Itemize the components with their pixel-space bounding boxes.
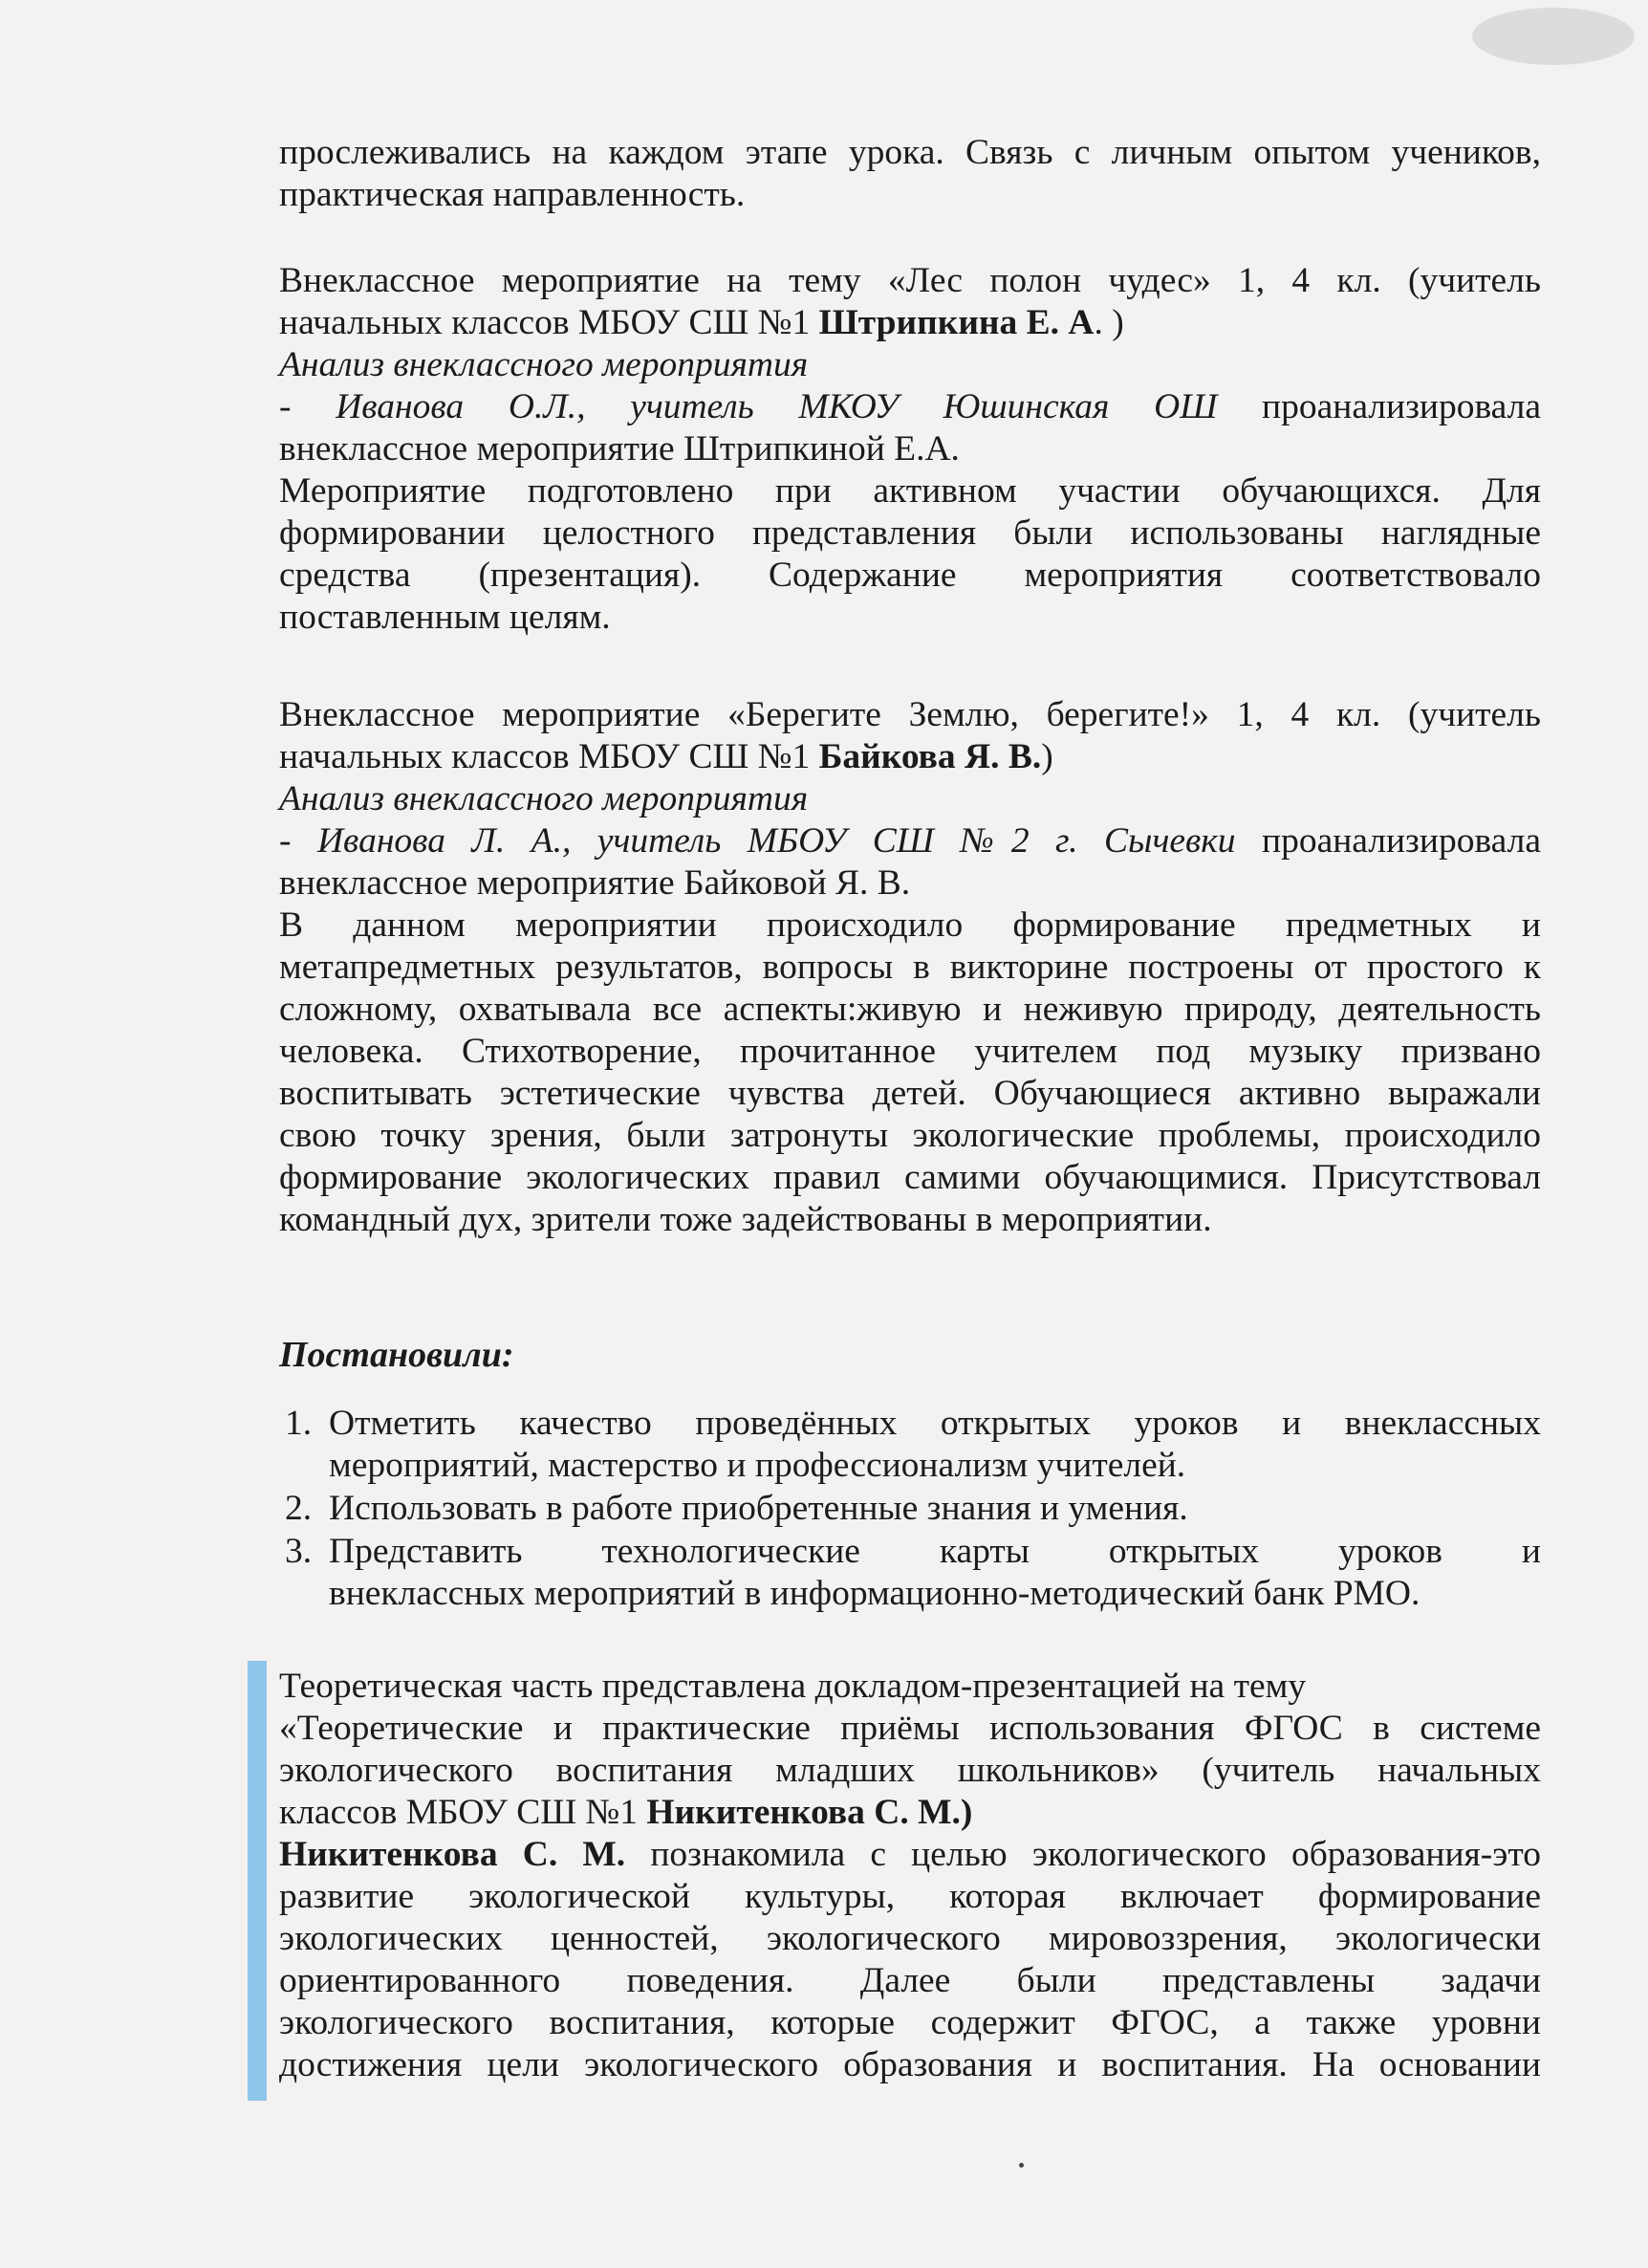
list-number: 1. — [285, 1404, 313, 1443]
text-line: В данном мероприятии происходило формирование предметных и — [279, 905, 1541, 945]
text-line: Теоретическая часть представлена докладом-презентацией на тему — [279, 1667, 1307, 1706]
text-line: Представить технологические карты открытых уроков и — [329, 1532, 1541, 1571]
event-title-line: Внеклассное мероприятие «Берегите Землю, берегите!» 1, 4 кл. (учитель — [279, 695, 1541, 734]
event-block-forest — [279, 260, 1541, 639]
text-line: внеклассных мероприятий в информационно-методический банк РМО. — [329, 1574, 1420, 1613]
teacher-name: Никитенкова С. М. — [279, 1835, 626, 1874]
teacher-name: Никитенкова С. М.) — [646, 1793, 973, 1832]
text-line: формировании целостного представления были использованы наглядные — [279, 513, 1541, 553]
text-line: экологических ценностей, экологического мировоззрения, экологически — [279, 1919, 1541, 1958]
list-number: 2. — [285, 1489, 313, 1528]
text-line: воспитывать эстетические чувства детей. Обучающиеся активно выражали — [279, 1074, 1541, 1113]
text-line: средства (презентация). Содержание мероприятия соответствовало — [279, 556, 1541, 595]
text-line: мероприятий, мастерство и профессионализм учителей. — [329, 1446, 1186, 1485]
text-line: развитие экологической культуры, которая включает формирование — [279, 1877, 1541, 1916]
text-line: сложному, охватывала все аспекты:живую и неживую природу, деятельность — [279, 990, 1541, 1029]
text-line: экологического воспитания, которые содержит ФГОС, а также уровни — [279, 2003, 1541, 2042]
event-title-line: начальных классов МБОУ СШ №1 Байкова Я. В.) — [279, 737, 1053, 776]
theory-block — [279, 1666, 1541, 2086]
list-item — [285, 1488, 1541, 1530]
resolution-heading — [279, 1334, 1541, 1376]
analysis-heading: Анализ внеклассного мероприятия — [279, 345, 809, 384]
text-line: Отметить качество проведённых открытых уроков и внеклассных — [329, 1404, 1541, 1443]
text-line: метапредметных результатов, вопросы в викторине построены от простого к — [279, 948, 1541, 987]
text-line: Использовать в работе приобретенные знания и умения. — [329, 1489, 1188, 1528]
scan-smudge — [1472, 8, 1635, 65]
highlighter-mark — [248, 1661, 267, 2101]
text-line: практическая направленность. — [279, 175, 746, 214]
text-line: экологического воспитания младших школьников» (учитель начальных — [279, 1751, 1541, 1790]
text-line: внеклассное мероприятие Байковой Я. В. — [279, 863, 911, 903]
reviewer-line: - Иванова О.Л., учитель МКОУ Юшинская ОШ проанализировала — [279, 387, 1541, 426]
analysis-heading: Анализ внеклассного мероприятия — [279, 779, 809, 818]
text-line: человека. Стихотворение, прочитанное учителем под музыку призвано — [279, 1032, 1541, 1071]
text-line: Мероприятие подготовлено при активном участии обучающихся. Для — [279, 471, 1541, 511]
text-line: командный дух, зрители тоже задействованы в мероприятии. — [279, 1200, 1212, 1239]
text-line: внеклассное мероприятие Штрипкиной Е.А. — [279, 429, 960, 469]
text-line: поставленным целям. — [279, 598, 611, 637]
text-line: ориентированного поведения. Далее были представлены задачи — [279, 1961, 1541, 2000]
event-block-earth — [279, 694, 1541, 1241]
teacher-name: Байкова Я. В. — [818, 737, 1042, 776]
text-line: достижения цели экологического образования и воспитания. На основании — [279, 2045, 1541, 2084]
text-line: формирование экологических правил самими обучающимися. Присутствовал — [279, 1158, 1541, 1197]
text-line: Никитенкова С. М. познакомила с целью экологического образования-это — [279, 1835, 1541, 1874]
scan-dot — [1019, 2163, 1024, 2168]
text-line: прослеживались на каждом этапе урока. Связь с личным опытом учеников, — [279, 133, 1541, 172]
teacher-name: Штрипкина Е. А — [818, 303, 1095, 342]
paragraph-lesson-end — [279, 132, 1541, 216]
heading-resolved: Постановили: — [279, 1335, 514, 1375]
text-line: классов МБОУ СШ №1 Никитенкова С. М.) — [279, 1793, 973, 1832]
event-title-line: Внеклассное мероприятие на тему «Лес полон чудес» 1, 4 кл. (учитель — [279, 261, 1541, 300]
text-line: «Теоретические и практические приёмы использования ФГОС в системе — [279, 1709, 1541, 1748]
list-item — [285, 1531, 1541, 1615]
text-line: свою точку зрения, были затронуты экологические проблемы, происходило — [279, 1116, 1541, 1155]
reviewer-line: - Иванова Л. А., учитель МБОУ СШ №2 г. Сычевки проанализировала — [279, 821, 1541, 861]
event-title-line: начальных классов МБОУ СШ №1 Штрипкина Е. А. ) — [279, 303, 1124, 342]
list-number: 3. — [285, 1532, 313, 1571]
list-item — [285, 1403, 1541, 1487]
